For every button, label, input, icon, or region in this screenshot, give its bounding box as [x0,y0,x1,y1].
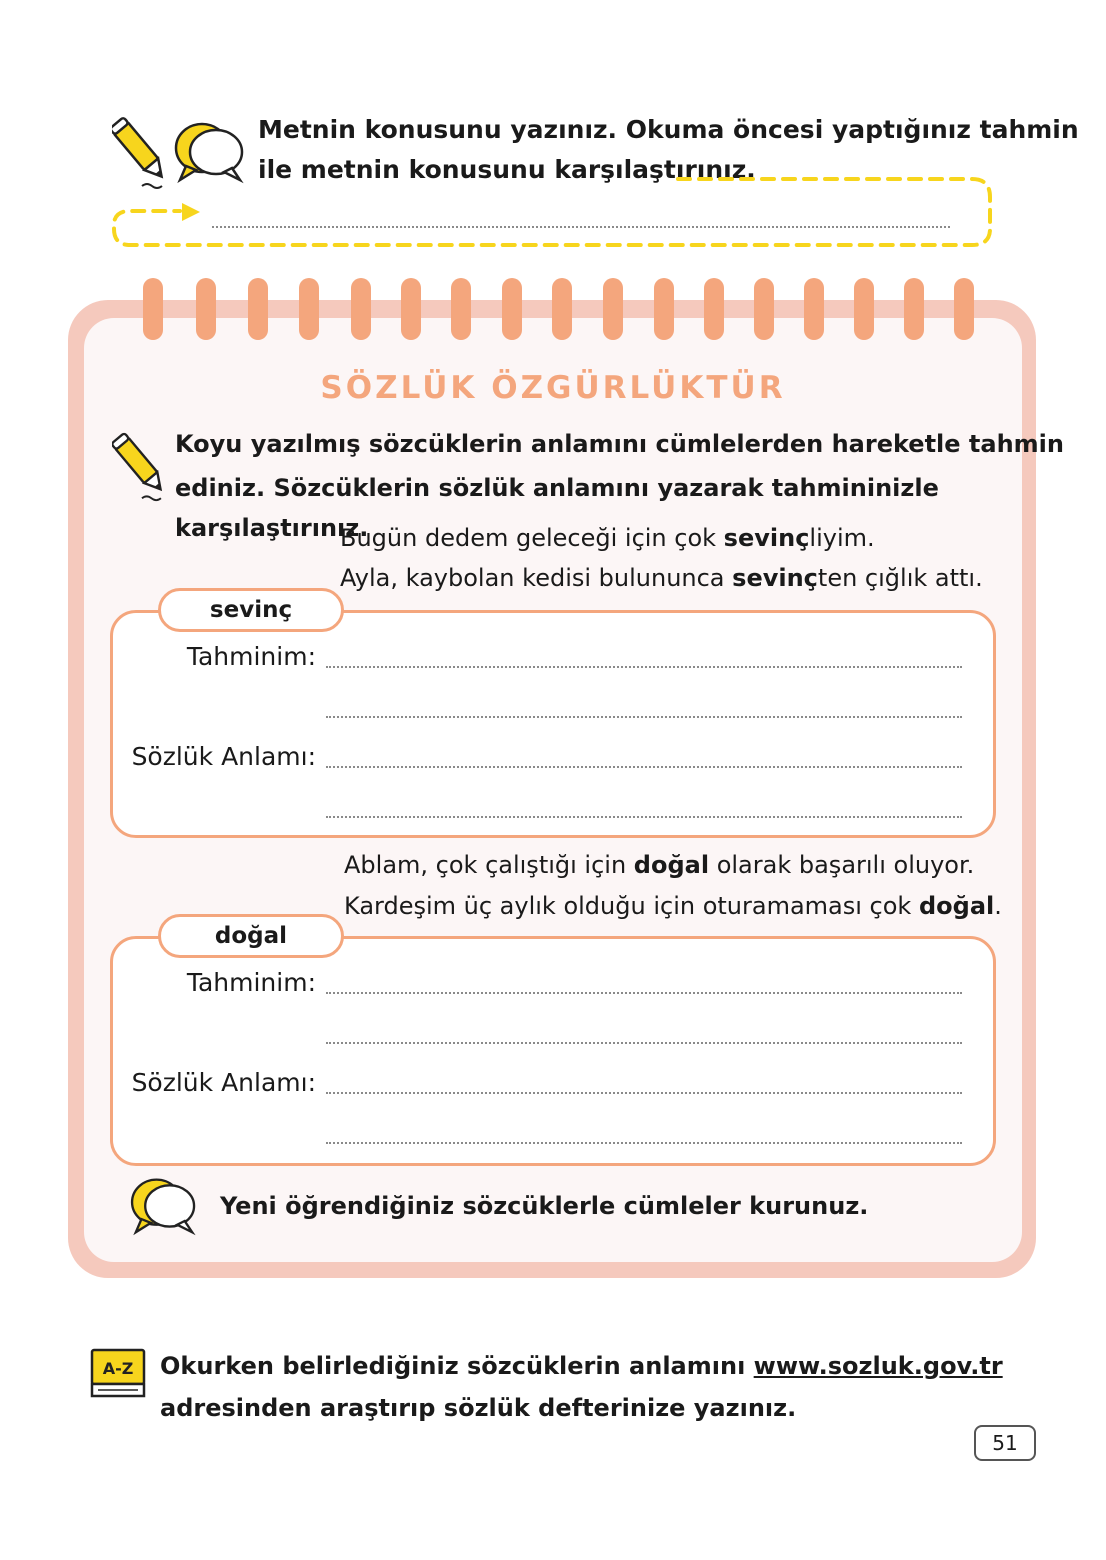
speech-bubble-icon [126,1174,202,1240]
guess-label: Tahminim: [186,642,316,671]
binder-ring [401,278,421,340]
binder-ring [954,278,974,340]
dictionary-book-icon [88,1346,148,1406]
dictionary-label: Sözlük Anlamı: [131,742,316,771]
top-question-line1: Metnin konusunu yazınız. Okuma öncesi yaptığınız tahmin [258,115,1079,144]
binder-ring [754,278,774,340]
page-number: 51 [974,1425,1036,1461]
answer-line-guess[interactable] [326,716,962,718]
answer-line-guess[interactable] [326,992,962,994]
dashed-arrow-path [100,165,1000,255]
example-sentence: Ayla, kaybolan kedisi bulununca sevinçten çığlık attı. [340,564,983,592]
binder-ring [854,278,874,340]
word-tag-sevinc: sevinç [158,588,344,632]
binder-ring [654,278,674,340]
binder-ring [502,278,522,340]
answer-line-dictionary[interactable] [326,1092,962,1094]
answer-line-dictionary[interactable] [326,1142,962,1144]
binder-ring [904,278,924,340]
footer-line1: Okurken belirlediğiniz sözcüklerin anlamını www.sozluk.gov.tr [160,1352,1003,1380]
top-question-line2: ile metnin konusunu karşılaştırınız. [258,155,756,184]
binder-ring [552,278,572,340]
binder-ring [248,278,268,340]
example-sentence: Kardeşim üç aylık olduğu için oturamaması çok doğal. [344,892,1002,920]
binder-ring [804,278,824,340]
svg-text:A-Z: A-Z [102,1359,134,1378]
answer-line-guess[interactable] [326,1042,962,1044]
binder-ring [351,278,371,340]
word-tag-dogal: doğal [158,914,344,958]
footer-line2: adresinden araştırıp sözlük defterinize yazınız. [160,1394,797,1422]
pencil-icon [112,428,170,508]
answer-line-topic[interactable] [212,226,950,228]
bottom-prompt: Yeni öğrendiğiniz sözcüklerle cümleler kurunuz. [220,1192,869,1220]
binder-ring [451,278,471,340]
binder-ring [143,278,163,340]
sozluk-link[interactable]: www.sozluk.gov.tr [753,1352,1003,1380]
binder-ring [196,278,216,340]
example-sentence: Ablam, çok çalıştığı için doğal olarak başarılı oluyor. [344,851,975,879]
guess-label: Tahminim: [186,968,316,997]
dictionary-label: Sözlük Anlamı: [131,1068,316,1097]
instruction-line1: Koyu yazılmış sözcüklerin anlamını cümlelerden hareketle tahmin [175,430,1064,458]
binder-ring [299,278,319,340]
binder-ring [704,278,724,340]
binder-ring [603,278,623,340]
section-title: SÖZLÜK ÖZGÜRLÜKTÜR [320,370,786,406]
answer-line-dictionary[interactable] [326,766,962,768]
answer-line-guess[interactable] [326,666,962,668]
instruction-line2: ediniz. Sözcüklerin sözlük anlamını yazarak tahmininizle karşılaştırınız. [175,474,939,542]
answer-line-dictionary[interactable] [326,816,962,818]
example-sentence: Bugün dedem geleceği için çok sevinçliyim. [340,524,875,552]
